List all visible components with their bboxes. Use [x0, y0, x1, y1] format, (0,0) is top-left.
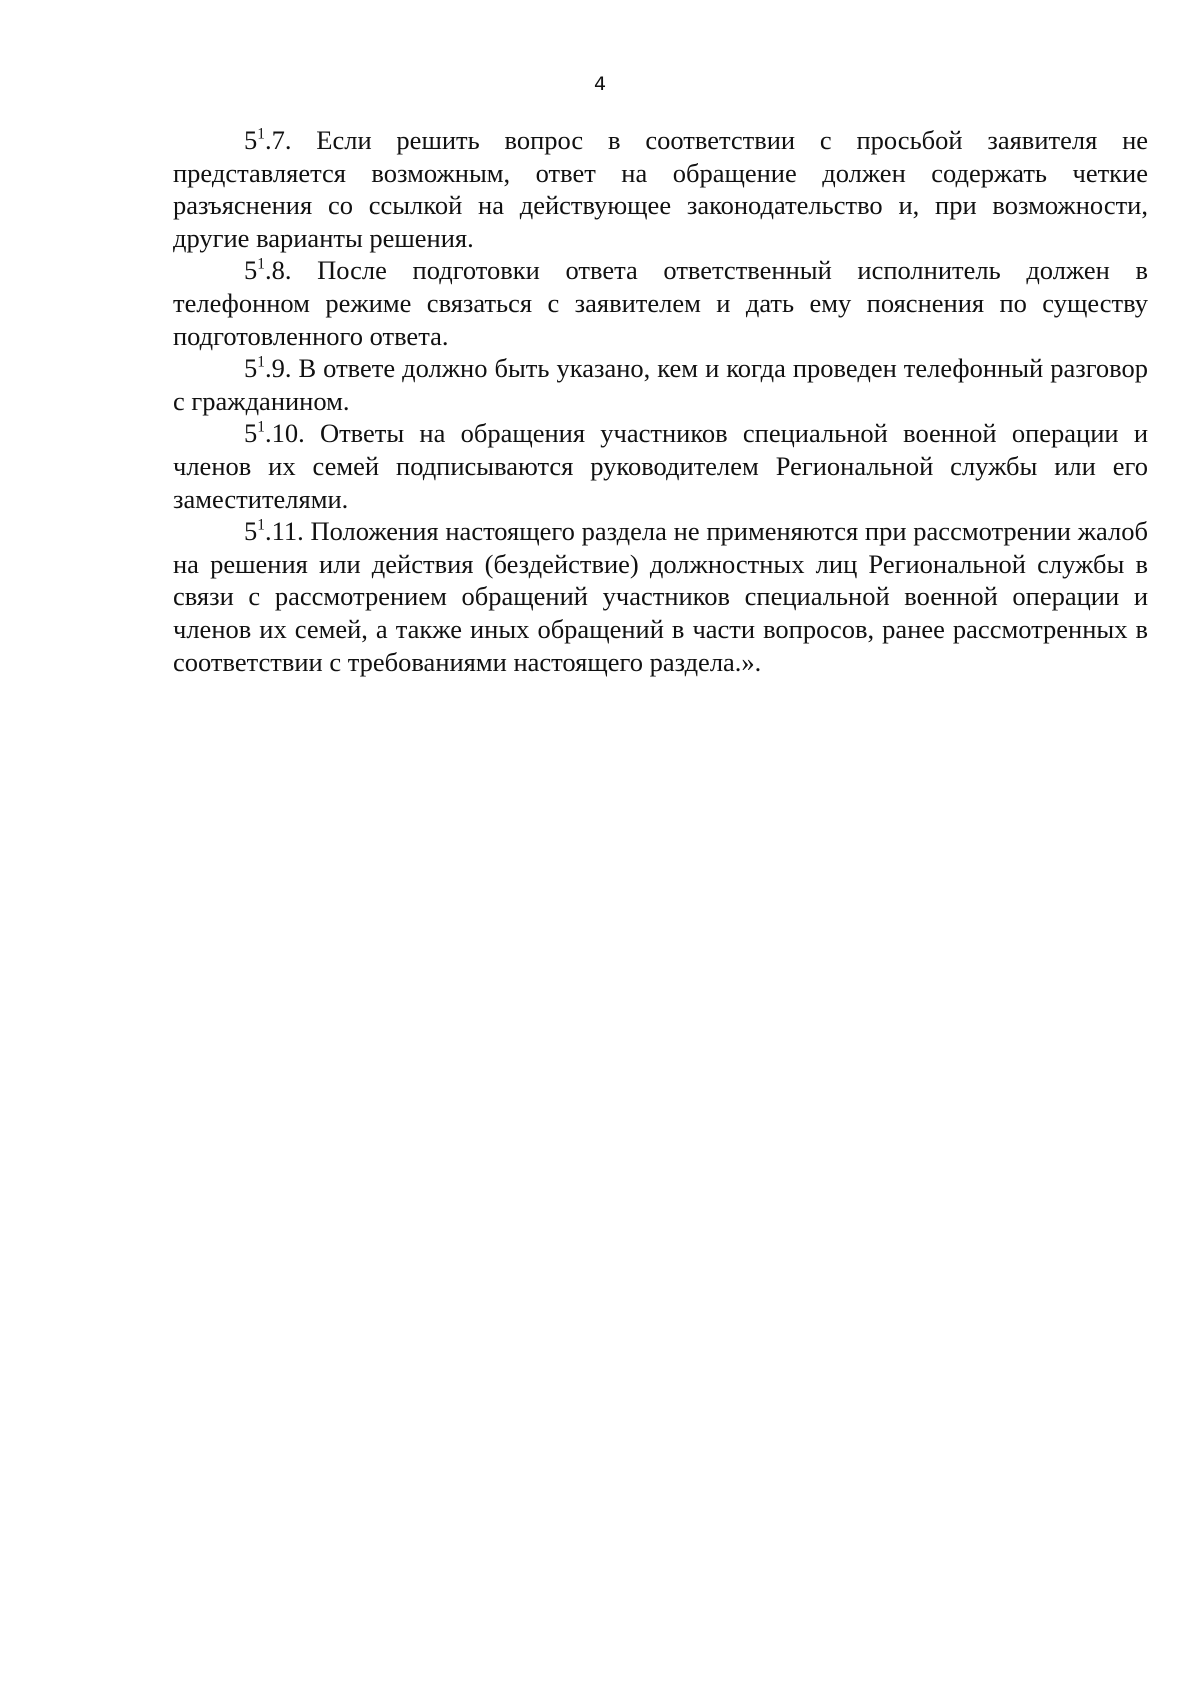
paragraph-number-main: 5	[244, 353, 258, 384]
paragraph-number-superscript: 1	[257, 125, 265, 143]
paragraph-5-1-7	[173, 124, 1148, 254]
paragraph-5-1-8	[173, 254, 1148, 352]
paragraph-text: Положения настоящего раздела не применяются при рассмотрении жалоб на решения или действия (бездействие) должностных лиц Региональной службы в связи с рассмотрением обращений участников специальной военной операции и членов их семей, а также иных обращений в части вопросов, ранее рассмотренных в соответствии с требованиями настоящего раздела.».	[173, 516, 1148, 677]
paragraph-number	[244, 353, 291, 383]
paragraph-number-superscript: 1	[257, 353, 265, 371]
paragraph-number-superscript: 1	[257, 516, 265, 534]
paragraph-number-tail: .9.	[264, 353, 292, 384]
paragraph-number	[244, 418, 305, 448]
paragraph-5-1-9	[173, 352, 1148, 417]
page-number: 4	[593, 73, 607, 95]
paragraph-text: Ответы на обращения участников специальной военной операции и членов их семей подписываются руководителем Региональной службы или его заместителями.	[173, 418, 1148, 514]
paragraph-number-tail: .11.	[264, 516, 304, 547]
paragraph-number-tail: .7.	[264, 125, 292, 155]
paragraph-number-main: 5	[244, 418, 258, 449]
paragraph-number-superscript: 1	[257, 255, 265, 273]
paragraph-5-1-11	[173, 515, 1148, 678]
paragraph-text: После подготовки ответа ответственный исполнитель должен в телефонном режиме связаться с заявителем и дать ему пояснения по существу подготовленного ответа.	[173, 255, 1148, 351]
paragraph-number	[244, 516, 304, 546]
paragraph-number-main: 5	[244, 516, 258, 547]
paragraph-5-1-10	[173, 417, 1148, 515]
paragraph-number-main: 5	[244, 125, 258, 155]
paragraph-text: Если решить вопрос в соответствии с просьбой заявителя не представляется возможным, ответ на обращение должен содержать четкие разъяснения со ссылкой на действующее законодательство и, при возможности, другие варианты решения.	[173, 125, 1149, 253]
paragraph-number	[244, 125, 291, 155]
paragraph-text: В ответе должно быть указано, кем и когда проведен телефонный разговор с гражданином.	[173, 353, 1149, 416]
paragraph-number-main: 5	[244, 255, 258, 286]
document-body	[173, 124, 1148, 678]
paragraph-number-tail: .10.	[264, 418, 305, 449]
paragraph-number-tail: .8.	[264, 255, 292, 286]
paragraph-number	[244, 255, 291, 285]
paragraph-number-superscript: 1	[257, 418, 265, 436]
